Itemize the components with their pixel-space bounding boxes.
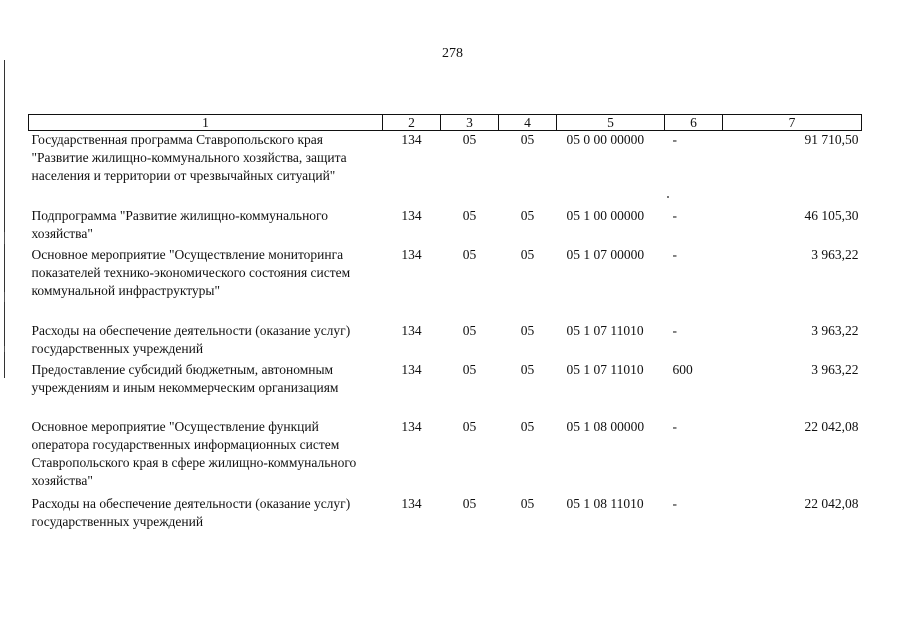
table-row [29,131,862,207]
row-name: Предоставление субсидий бюджетным, автономным учреждениям и иным некоммерческим организациям [31,361,339,395]
row-pr: 05 [520,132,535,147]
row-rz: 05 [462,495,477,511]
table-row [29,361,862,418]
row-pr: 05 [520,418,535,434]
row-rz: 05 [462,207,477,223]
row-vr: - [672,132,677,147]
row-sum: 22 042,08 [804,418,859,434]
row-sum: 22 042,08 [804,495,859,511]
row-ved: 134 [401,207,422,223]
row-csr: 05 0 00 00000 [566,132,645,147]
column-header: 2 [383,115,441,131]
column-header: 7 [723,115,862,131]
column-header: 6 [665,115,723,131]
row-pr: 05 [520,361,535,377]
row-pr: 05 [520,322,535,338]
row-sum: 91 710,50 [804,132,859,147]
table-row [29,495,862,534]
row-rz: 05 [462,418,477,434]
row-sum: 3 963,22 [811,322,859,338]
row-name: Основное мероприятие "Осуществление мониторинга показателей технико-экономического состояния систем коммунальной инфраструктуры" [31,246,351,298]
budget-table [28,114,862,534]
page-number: 278 [442,46,463,61]
row-pr: 05 [520,207,535,223]
row-sum: 46 105,30 [804,207,859,223]
row-ved: 134 [401,495,422,511]
column-header: 4 [499,115,557,131]
column-header: 1 [29,115,383,131]
row-rz: 05 [462,322,477,338]
row-name: Подпрограмма "Развитие жилищно-коммунального хозяйства" [31,207,329,241]
row-sum: 3 963,22 [811,361,859,377]
row-csr: 05 1 07 11010 [566,361,644,377]
row-vr: - [672,207,677,223]
row-vr: - [672,495,677,511]
row-name: Государственная программа Ставропольского края "Развитие жилищно-коммунального хозяйства, защита населения и территории от чрезвычайных ситуаций" [31,132,347,183]
table-row [29,246,862,322]
row-rz: 05 [462,361,477,377]
margin-tick [4,346,5,352]
column-header: 3 [441,115,499,131]
row-vr: - [672,322,677,338]
row-csr: 05 1 00 00000 [566,207,645,223]
column-header: 5 [557,115,665,131]
row-vr: - [672,418,677,434]
row-sum: 3 963,22 [811,246,859,262]
row-name: Расходы на обеспечение деятельности (оказание услуг) государственных учреждений [31,322,351,356]
row-ved: 134 [401,322,422,338]
table-row [29,322,862,361]
row-rz: 05 [462,132,477,147]
row-ved: 134 [401,246,422,262]
row-ved: 134 [401,132,422,147]
margin-tick [4,292,5,302]
row-csr: 05 1 08 11010 [566,495,644,511]
row-csr: 05 1 07 11010 [566,322,644,338]
left-margin-line [4,60,5,378]
row-ved: 134 [401,361,422,377]
table-row [29,207,862,246]
row-name: Основное мероприятие "Осуществление функций оператора государственных информационных систем Ставропольского края в сфере жилищно-коммунального хозяйства" [31,418,357,488]
margin-tick [4,232,5,244]
table-row [29,418,862,495]
row-pr: 05 [520,246,535,262]
row-vr: 600 [672,361,693,377]
row-csr: 05 1 08 00000 [566,418,645,434]
row-rz: 05 [462,246,477,262]
row-ved: 134 [401,418,422,434]
row-name: Расходы на обеспечение деятельности (оказание услуг) государственных учреждений [31,495,351,529]
row-pr: 05 [520,495,535,511]
row-vr: - [672,246,677,262]
table-header-row [29,115,862,131]
row-csr: 05 1 07 00000 [566,246,645,262]
